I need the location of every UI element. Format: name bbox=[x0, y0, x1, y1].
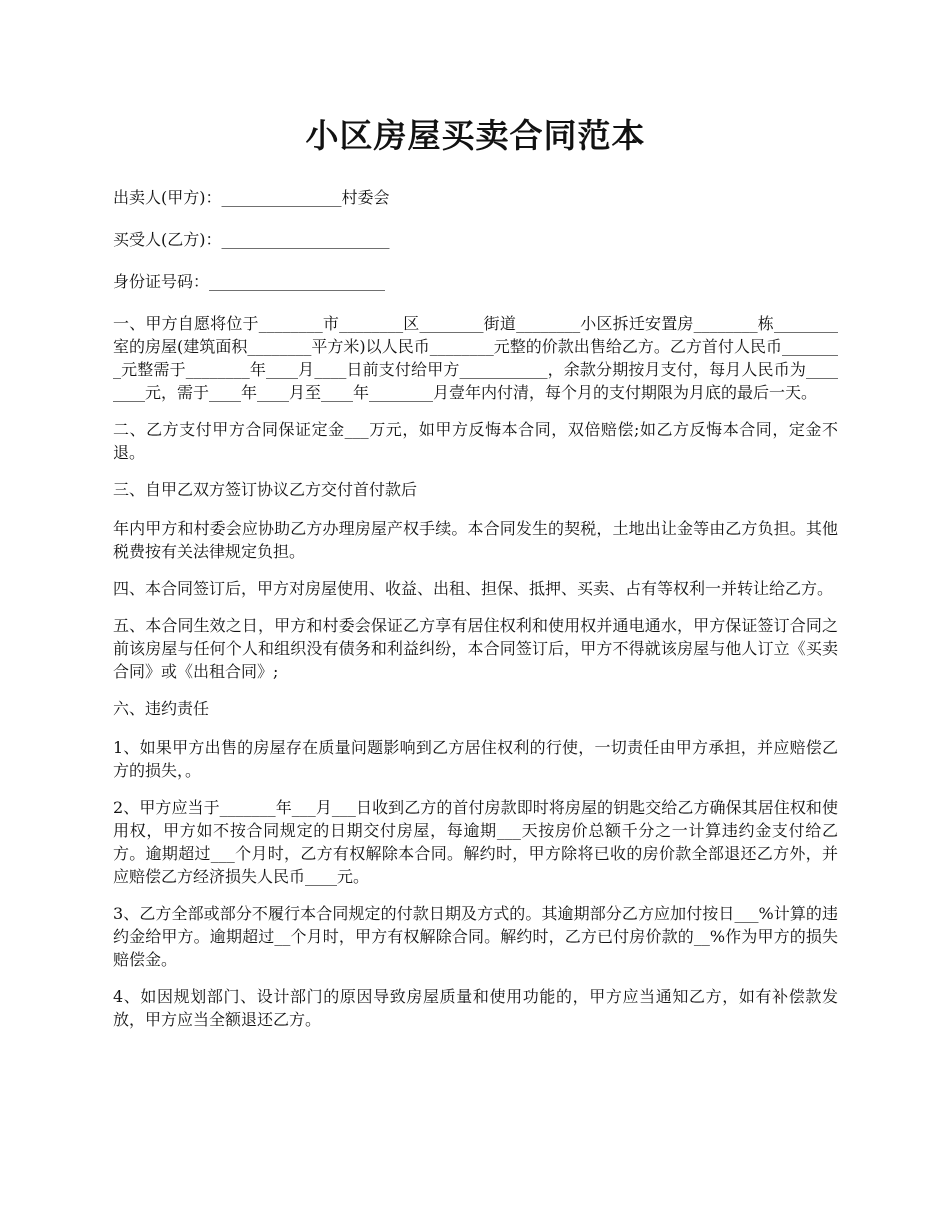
document-title: 小区房屋买卖合同范本 bbox=[305, 116, 646, 155]
id-number-field: 身份证号码：______________________ bbox=[113, 272, 386, 291]
document-page bbox=[113, 108, 838, 1045]
liability-item-2: 2、甲方应当于_______年___月___日收到乙方的首付房款即时将房屋的钥匙交给乙方确保其居住权和使用权，甲方如不按合同规定的日期交付房屋，每逾期___天按房价总额千分之一计算违约金支付给乙方。逾期超过___个月时，乙方有权解除本合同。解约时，甲方除将已收的房价款全部退还乙方外，并应赔偿乙方经济损失人民币____元。 bbox=[113, 798, 838, 886]
clause-3-heading: 三、自甲乙双方签订协议乙方交付首付款后 bbox=[113, 480, 418, 499]
liability-item-4: 4、如因规划部门、设计部门的原因导致房屋质量和使用功能的，甲方应当通知乙方，如有补偿款发放，甲方应当全额退还乙方。 bbox=[113, 987, 838, 1029]
clause-3-title-transfer: 年内甲方和村委会应协助乙方办理房屋产权手续。本合同发生的契税，土地出让金等由乙方负担。其他税费按有关法律规定负担。 bbox=[113, 519, 838, 561]
liability-item-1: 1、如果甲方出售的房屋存在质量问题影响到乙方居住权利的行使，一切责任由甲方承担，并应赔偿乙方的损失，。 bbox=[113, 738, 838, 780]
clause-2-deposit: 二、乙方支付甲方合同保证定金___万元，如甲方反悔本合同，双倍赔偿;如乙方反悔本合同，定金不退。 bbox=[113, 420, 838, 462]
clause-6-heading: 六、违约责任 bbox=[113, 699, 210, 718]
buyer-field: 买受人(乙方)：_____________________ bbox=[113, 230, 390, 249]
clause-5-guarantee: 五、本合同生效之日，甲方和村委会保证乙方享有居住权利和使用权并通电通水，甲方保证签订合同之前该房屋与任何个人和组织没有债务和利益纠纷，本合同签订后，甲方不得就该房屋与他人订立《买卖合同》或《出租合同》; bbox=[113, 616, 838, 681]
liability-item-3: 3、乙方全部或部分不履行本合同规定的付款日期及方式的。其逾期部分乙方应加付按日___%计算的违约金给甲方。逾期超过__个月时，甲方有权解除合同。解约时，乙方已付房价款的__%作为甲方的损失赔偿金。 bbox=[113, 904, 838, 969]
clause-1-sale-price: 一、甲方自愿将位于________市________区________街道________小区拆迁安置房________栋________室的房屋(建筑面积________平方米)以人民币________元整的价款出售给乙方。乙方首付人民币________元整需于________年____月____日前支付给甲方___________，余款分期按月支付，每月人民币为________元，需于____年____月至____年________月壹年内付清，每个月的支付期限为月底的最后一天。 bbox=[113, 314, 838, 402]
clause-4-rights-transfer: 四、本合同签订后，甲方对房屋使用、收益、出租、担保、抵押、买卖、占有等权利一并转让给乙方。 bbox=[113, 579, 834, 598]
seller-field: 出卖人(甲方)：_______________村委会 bbox=[113, 188, 390, 207]
